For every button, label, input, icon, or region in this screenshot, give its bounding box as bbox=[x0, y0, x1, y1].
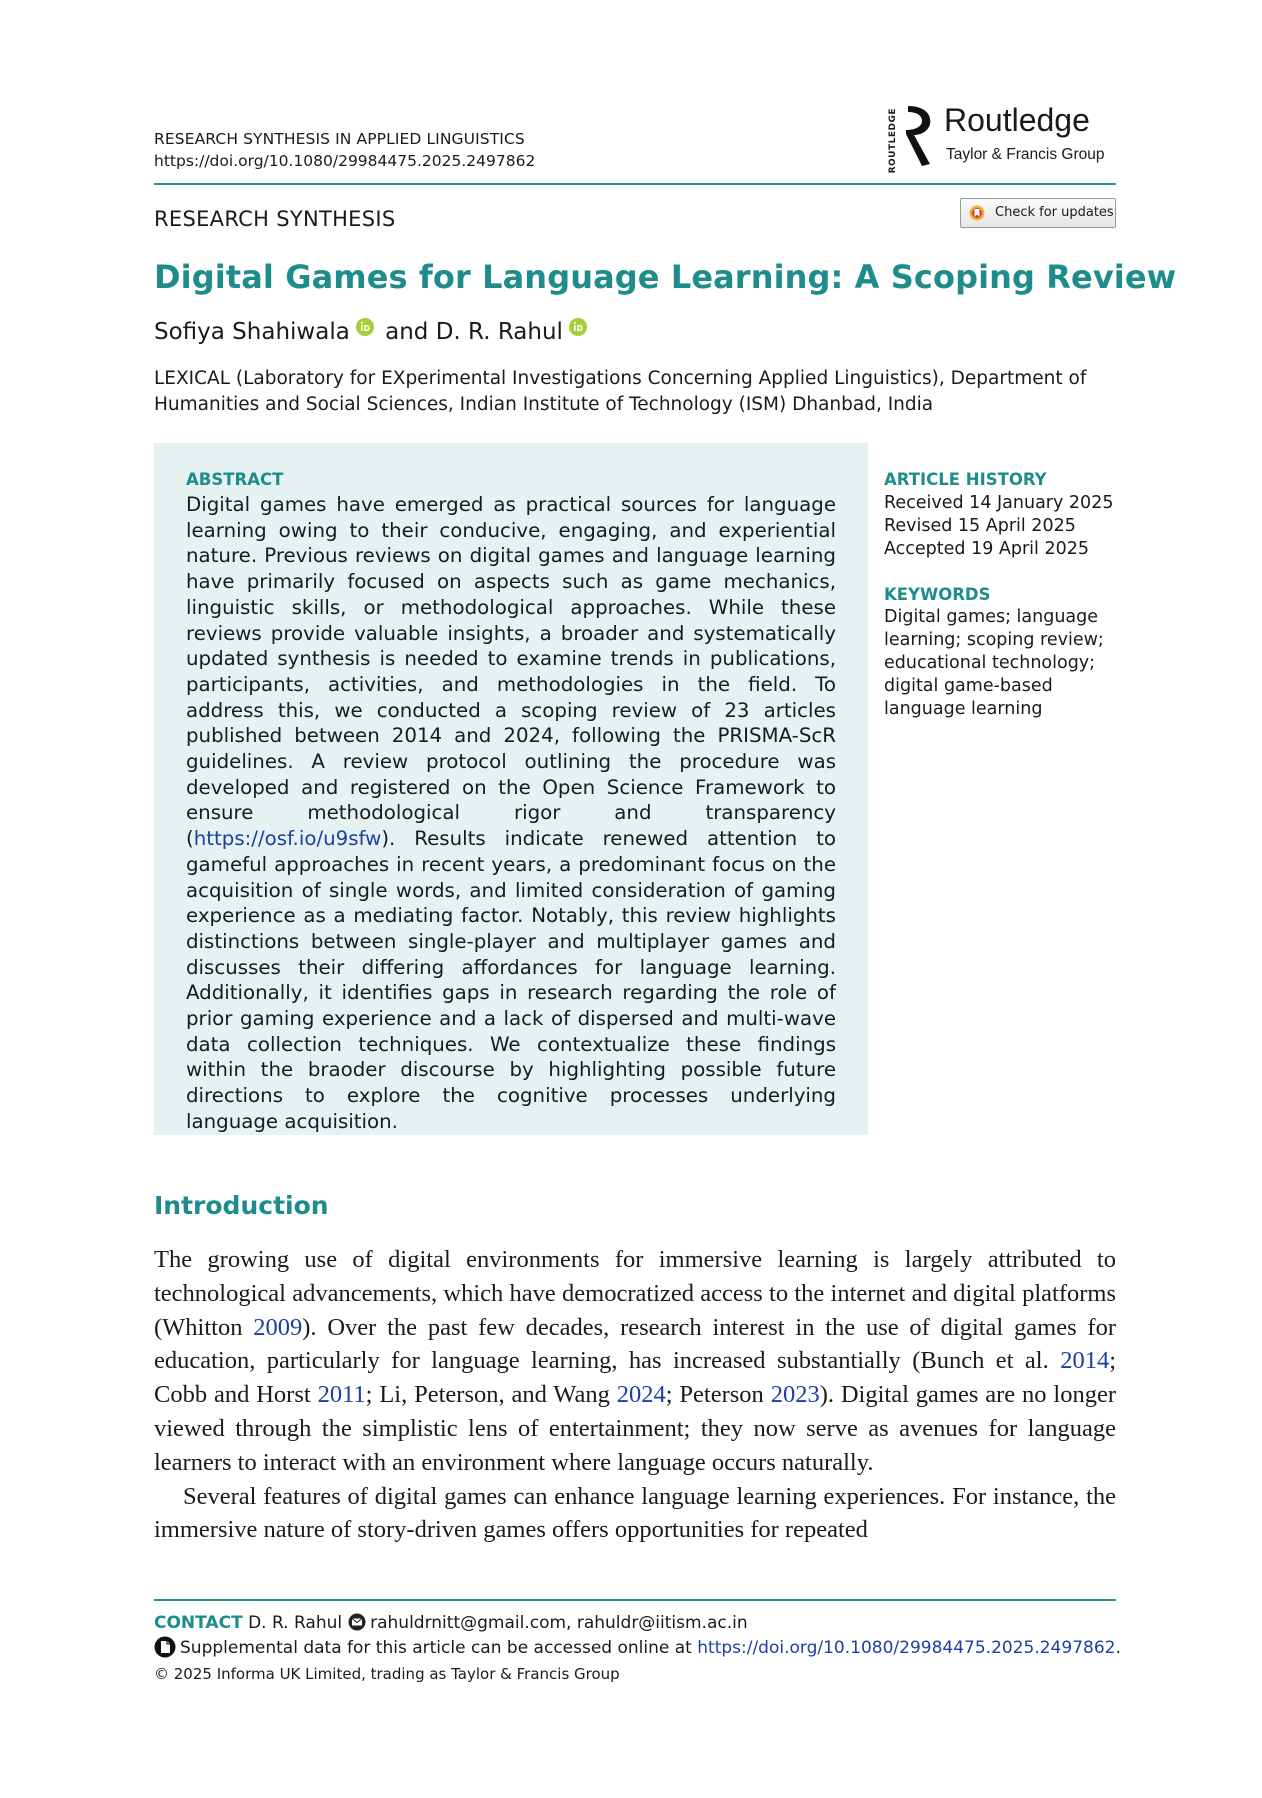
abstract-heading: ABSTRACT bbox=[186, 470, 284, 489]
check-for-updates-button[interactable] bbox=[960, 198, 1116, 228]
publisher-group: Taylor & Francis Group bbox=[946, 146, 1105, 163]
contact-label: CONTACT bbox=[154, 1613, 243, 1633]
publisher-name: Routledge bbox=[944, 102, 1090, 138]
orcid-icon[interactable] bbox=[356, 318, 374, 336]
author-affiliation: LEXICAL (Laboratory for EXperimental Investigations Concerning Applied Linguistics), Department of Humanities and Social Sciences, Indian Institute of Technology (ISM) Dhanbad, India bbox=[154, 368, 1087, 415]
abstract-text bbox=[186, 492, 836, 1135]
journal-name: RESEARCH SYNTHESIS IN APPLIED LINGUISTICS bbox=[154, 130, 525, 148]
accepted-date: Accepted 19 April 2025 bbox=[884, 539, 1090, 559]
revised-date: Revised 15 April 2025 bbox=[884, 516, 1076, 536]
orcid-icon[interactable] bbox=[569, 318, 587, 336]
routledge-logo-icon bbox=[902, 104, 936, 168]
article-type: RESEARCH SYNTHESIS bbox=[154, 207, 396, 231]
text-run: . bbox=[1115, 1638, 1121, 1658]
publisher-logo-vertical-text: ROUTLEDGE bbox=[888, 108, 898, 174]
paragraph bbox=[154, 1243, 1116, 1480]
supplemental-line bbox=[154, 1636, 1121, 1659]
contact-name: D. R. Rahul bbox=[248, 1613, 343, 1633]
article-doi[interactable]: https://doi.org/10.1080/29984475.2025.2497862 bbox=[154, 152, 536, 170]
crossmark-icon bbox=[969, 205, 985, 221]
abstract-text-part: Digital games have emerged as practical sources for language learning owing to their conducive, engaging, and experiential nature. Previous reviews on digital games and language learning have primarily focused on aspects such as game mechanics, linguistic skills, or methodological approaches. While these reviews provide valuable insights, a broader and systematically updated synthesis is needed to examine trends in publications, participants, activities, and methodologies in the field. To address this, we conducted a scoping review of 23 articles published between 2014 and 2024, following the PRISMA-ScR guidelines. A review protocol outlining the procedure was developed and registered on the Open Science Framework to ensure methodological rigor and transparency ( bbox=[186, 493, 836, 851]
contact-emails[interactable]: rahuldrnitt@gmail.com, rahuldr@iitism.ac.in bbox=[370, 1613, 748, 1633]
citation-link[interactable]: 2009 bbox=[253, 1313, 303, 1341]
text-run: ). Over the past few decades, research interest in the use of digital games for education, particularly for language learning, has increased substantially (Bunch et al. bbox=[154, 1313, 1116, 1375]
author-list bbox=[154, 318, 591, 345]
abstract-text-part: ). Results indicate renewed attention to gameful approaches in recent years, a predominant focus on the acquisition of single words, and limited consideration of gaming experience as a mediating factor. Notably, this review highlights distinctions between single-player and multiplayer games and discusses their differing affordances for language learning. Additionally, it identifies gaps in research regarding the role of prior gaming experience and a lack of dispersed and multi-wave data collection techniques. We contextualize these findings within the braoder discourse by highlighting possible future directions to explore the cognitive processes underlying language acquisition. bbox=[186, 827, 836, 1133]
text-run: ). Digital games are no longer viewed through the simplistic lens of entertainment; they now serve as avenues for language learners to interact with an environment where language occurs naturally. bbox=[154, 1381, 1117, 1476]
introduction-heading: Introduction bbox=[154, 1191, 329, 1220]
email-icon bbox=[348, 1613, 366, 1631]
keywords-list: Digital games; language learning; scoping review; educational technology; digital game-based language learning bbox=[884, 607, 1104, 719]
text-run: ; Cobb and Horst bbox=[154, 1347, 1116, 1409]
text-run: The growing use of digital environments for immersive learning is largely attributed to technological advancements, which have democratized access to the internet and digital platforms (Whitton bbox=[154, 1246, 1116, 1341]
citation-link[interactable]: 2023 bbox=[770, 1381, 820, 1409]
article-title: Digital Games for Language Learning: A Scoping Review bbox=[154, 258, 1177, 296]
supplemental-link[interactable]: https://doi.org/10.1080/29984475.2025.2497862 bbox=[697, 1638, 1116, 1658]
author-name: D. R. Rahul bbox=[435, 319, 563, 345]
text-run: ; Li, Peterson, and Wang bbox=[365, 1381, 617, 1409]
article-history-heading: ARTICLE HISTORY bbox=[884, 470, 1047, 489]
publisher-logo bbox=[888, 102, 1116, 174]
supplemental-text: Supplemental data for this article can be accessed online at bbox=[180, 1638, 698, 1658]
author-conjunction: and bbox=[385, 319, 429, 345]
check-for-updates-label: Check for updates bbox=[995, 205, 1114, 220]
keywords-heading: KEYWORDS bbox=[884, 585, 991, 604]
footer-rule bbox=[154, 1599, 1116, 1601]
copyright-notice: © 2025 Informa UK Limited, trading as Taylor & Francis Group bbox=[154, 1665, 620, 1683]
paragraph: Several features of digital games can enhance language learning experiences. For instance, the immersive nature of story-driven games offers opportunities for repeated bbox=[154, 1482, 1116, 1544]
citation-link[interactable]: 2011 bbox=[317, 1381, 366, 1409]
text-run: ; Peterson bbox=[665, 1381, 771, 1409]
osf-link[interactable]: https://osf.io/u9sfw bbox=[193, 827, 382, 851]
citation-link[interactable]: 2014 bbox=[1060, 1347, 1110, 1375]
author-name: Sofiya Shahiwala bbox=[154, 319, 350, 345]
citation-link[interactable]: 2024 bbox=[616, 1381, 666, 1409]
header-rule bbox=[154, 183, 1116, 185]
supplemental-data-icon bbox=[154, 1636, 176, 1658]
contact-line bbox=[154, 1612, 748, 1634]
introduction-body bbox=[154, 1243, 1116, 1547]
received-date: Received 14 January 2025 bbox=[884, 493, 1114, 513]
